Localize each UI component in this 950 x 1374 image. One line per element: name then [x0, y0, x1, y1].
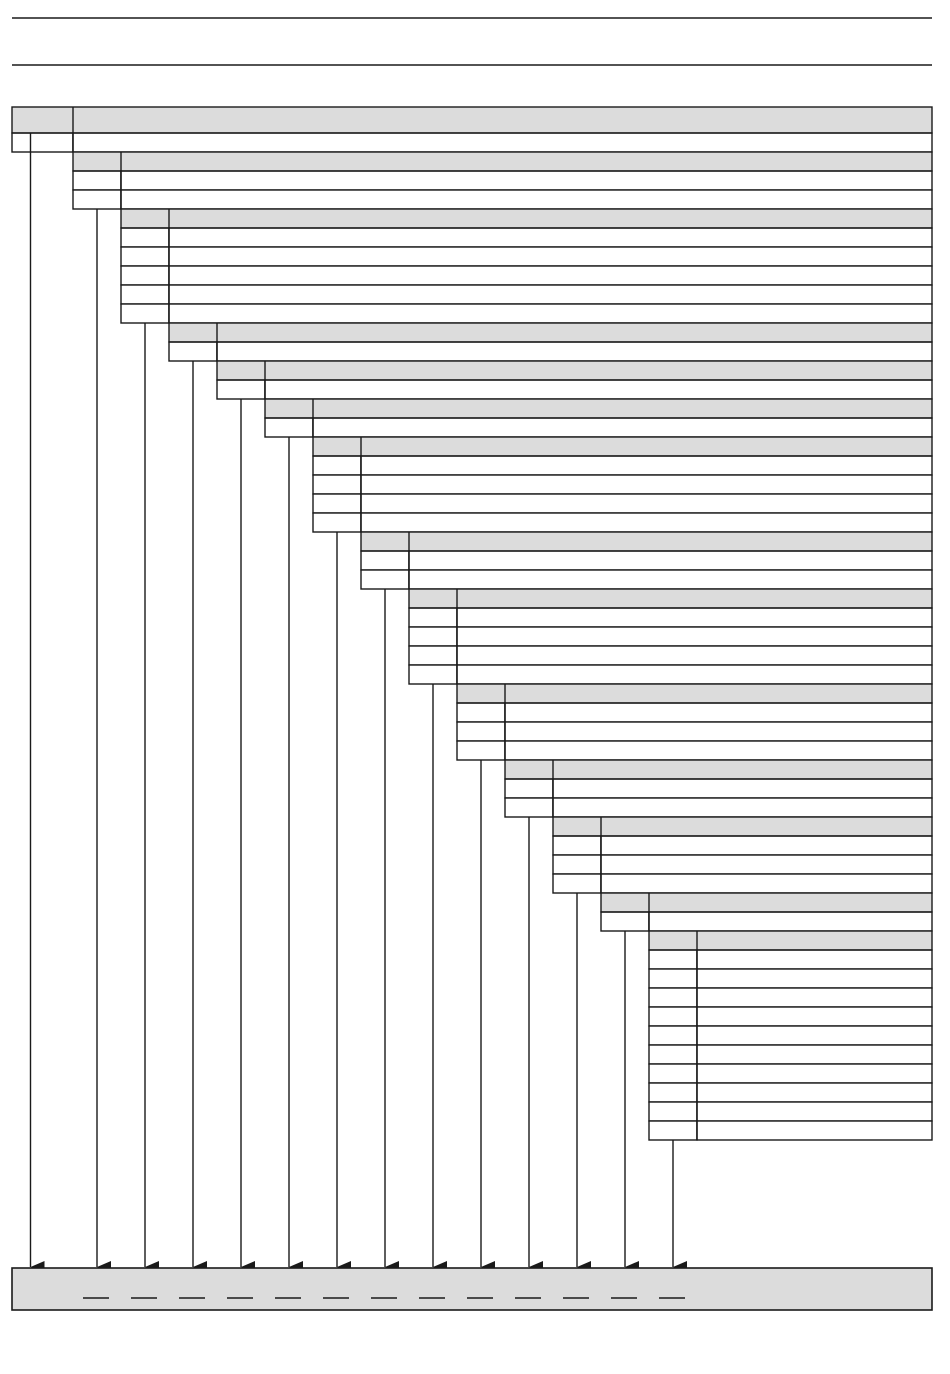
code-cell [217, 380, 265, 399]
label-cell [601, 874, 932, 893]
label-cell [121, 190, 932, 209]
code-cell [553, 836, 601, 855]
code-cell [649, 1102, 697, 1121]
label-cell [457, 665, 932, 684]
label-cell [121, 171, 932, 190]
label-cell [601, 836, 932, 855]
code-cell [457, 741, 505, 760]
code-table-g02 [73, 152, 932, 209]
label-cell [169, 228, 932, 247]
label-cell [505, 703, 932, 722]
code-table-header [505, 760, 932, 779]
code-cell [649, 1083, 697, 1102]
label-cell [409, 551, 932, 570]
code-cell [649, 1026, 697, 1045]
label-cell [169, 266, 932, 285]
code-table-g06 [265, 399, 932, 437]
label-cell [697, 1083, 932, 1102]
label-cell [505, 741, 932, 760]
code-cell [601, 912, 649, 931]
code-table-g09 [409, 589, 932, 684]
label-cell [697, 1007, 932, 1026]
code-cell [553, 874, 601, 893]
label-cell [457, 646, 932, 665]
code-table-header [601, 893, 932, 912]
code-cell [649, 1007, 697, 1026]
label-cell [649, 912, 932, 931]
code-table-g03 [121, 209, 932, 323]
code-cell [169, 342, 217, 361]
label-cell [697, 950, 932, 969]
code-cell [649, 1045, 697, 1064]
code-cell [73, 171, 121, 190]
code-cell [505, 779, 553, 798]
code-cell [457, 703, 505, 722]
label-cell [697, 1121, 932, 1140]
code-cell [313, 475, 361, 494]
label-cell [361, 494, 932, 513]
code-cell [409, 665, 457, 684]
code-cell [313, 494, 361, 513]
code-cell [553, 855, 601, 874]
label-cell [457, 608, 932, 627]
code-cell [121, 247, 169, 266]
code-cell [73, 190, 121, 209]
code-cell [121, 266, 169, 285]
code-cell [505, 798, 553, 817]
code-table-header [73, 152, 932, 171]
code-cell [409, 608, 457, 627]
label-cell [697, 969, 932, 988]
code-table-g11 [505, 760, 932, 817]
code-table-g08 [361, 532, 932, 589]
code-cell [313, 513, 361, 532]
label-cell [697, 1102, 932, 1121]
label-cell [361, 513, 932, 532]
code-cell [121, 285, 169, 304]
label-cell [361, 475, 932, 494]
label-cell [601, 855, 932, 874]
label-cell [697, 1045, 932, 1064]
code-table-header [313, 437, 932, 456]
label-cell [457, 627, 932, 646]
code-table-g01 [12, 107, 932, 152]
code-table-g14 [649, 931, 932, 1140]
code-cell [361, 551, 409, 570]
code-cell [649, 1121, 697, 1140]
code-table-g07 [313, 437, 932, 532]
code-table-header [553, 817, 932, 836]
code-cell [361, 570, 409, 589]
code-table-header [12, 107, 932, 133]
code-table-header [217, 361, 932, 380]
label-cell [169, 304, 932, 323]
code-cell [649, 950, 697, 969]
label-cell [169, 247, 932, 266]
label-cell [313, 418, 932, 437]
code-cell [649, 1064, 697, 1083]
code-table-g13 [601, 893, 932, 931]
code-table-header [121, 209, 932, 228]
result-box-frame [12, 1268, 932, 1310]
code-cell [649, 969, 697, 988]
label-cell [265, 380, 932, 399]
code-table-g04 [169, 323, 932, 361]
code-cell [409, 646, 457, 665]
label-cell [697, 988, 932, 1007]
code-cell [12, 133, 73, 152]
label-cell [697, 1064, 932, 1083]
code-table-header [361, 532, 932, 551]
code-cell [121, 228, 169, 247]
label-cell [409, 570, 932, 589]
code-table-g10 [457, 684, 932, 760]
code-cell [313, 456, 361, 475]
title-rule-lines [12, 18, 932, 65]
code-cell [409, 627, 457, 646]
code-cell [457, 722, 505, 741]
label-cell [361, 456, 932, 475]
code-cell [121, 304, 169, 323]
code-table-header [409, 589, 932, 608]
code-table-header [649, 931, 932, 950]
label-cell [73, 133, 932, 152]
label-cell [217, 342, 932, 361]
result-box [12, 1268, 932, 1310]
label-cell [697, 1026, 932, 1045]
code-cell [649, 988, 697, 1007]
label-cell [553, 798, 932, 817]
code-table-g12 [553, 817, 932, 893]
code-tables [12, 107, 932, 1140]
code-cell [265, 418, 313, 437]
label-cell [553, 779, 932, 798]
code-table-g05 [217, 361, 932, 399]
code-table-header [457, 684, 932, 703]
code-table-header [169, 323, 932, 342]
label-cell [169, 285, 932, 304]
code-table-header [265, 399, 932, 418]
label-cell [505, 722, 932, 741]
